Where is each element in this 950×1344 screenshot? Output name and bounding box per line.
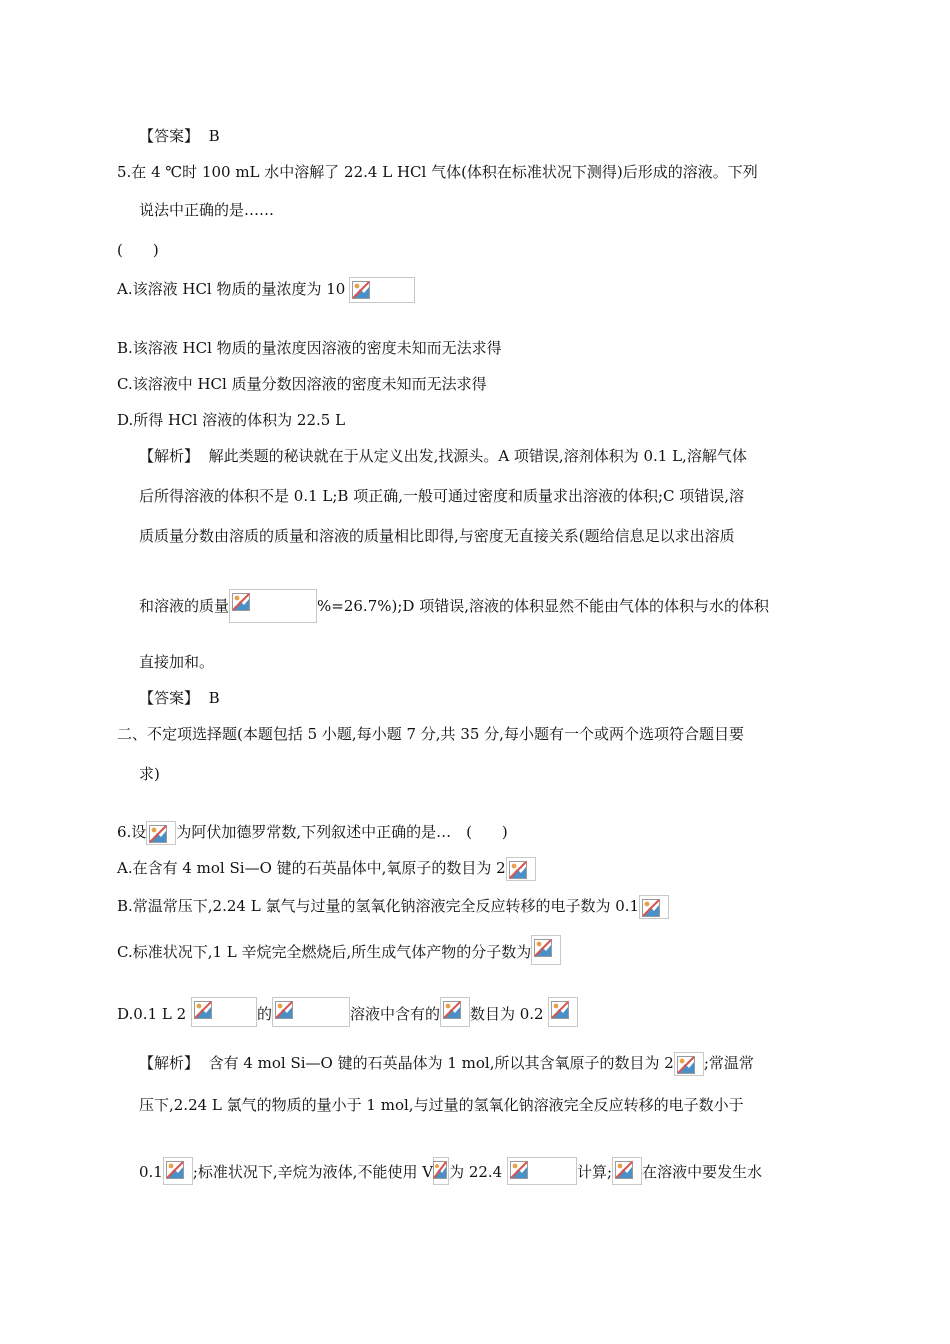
section2-heading-line2: 求) — [139, 765, 160, 783]
answer-value: B — [208, 127, 220, 145]
answer-value: B — [208, 689, 220, 707]
broken-image-icon — [191, 997, 257, 1027]
broken-image-icon — [531, 935, 561, 965]
analysis2-text3a: 0.1 — [139, 1163, 163, 1181]
broken-image-icon — [163, 1157, 193, 1185]
broken-image-icon — [433, 1157, 449, 1185]
q6-option-c — [117, 935, 561, 965]
broken-image-icon — [639, 895, 669, 919]
q6-option-d-text-b: 的 — [256, 1005, 272, 1023]
analysis1-text1: 解此类题的秘诀就在于从定义出发,找源头。A 项错误,溶剂体积为 0.1 L,溶解气体 — [208, 447, 747, 465]
broken-image-icon — [548, 997, 578, 1027]
q6-option-b — [117, 895, 669, 919]
answer-line — [139, 687, 220, 709]
q5-option-a — [117, 277, 415, 303]
q6-stem — [117, 821, 508, 845]
q6-option-d-text-d: 数目为 0.2 — [469, 1005, 544, 1023]
q6-option-d-text-a: D.0.1 L 2 — [117, 1005, 187, 1023]
analysis1-line4 — [139, 589, 769, 623]
broken-image-icon — [272, 997, 350, 1027]
analysis2-text3c: 为 22.4 — [449, 1163, 503, 1181]
broken-image-icon — [229, 589, 317, 623]
q5-option-b: B.该溶液 HCl 物质的量浓度因溶液的密度未知而无法求得 — [117, 339, 502, 357]
broken-image-icon — [674, 1052, 704, 1076]
q6-option-a-text: A.在含有 4 mol Si—O 键的石英晶体中,氧原子的数目为 2 — [117, 859, 506, 877]
q5-option-a-text: A.该溶液 HCl 物质的量浓度为 10 — [117, 280, 346, 298]
q5-stem-line2: 说法中正确的是…… — [139, 201, 275, 219]
broken-image-icon — [612, 1157, 642, 1185]
q6-option-c-text: C.标准状况下,1 L 辛烷完全燃烧后,所生成气体产物的分子数为 — [117, 943, 532, 961]
broken-image-icon — [507, 1157, 577, 1185]
q5-option-c: C.该溶液中 HCl 质量分数因溶液的密度未知而无法求得 — [117, 375, 487, 393]
analysis2-text3d: 计算; — [577, 1163, 613, 1181]
q6-stem-a: 6.设 — [117, 823, 147, 841]
analysis2-text3b: ;标准状况下,辛烷为液体,不能使用 V — [192, 1163, 434, 1181]
analysis1-line2: 后所得溶液的体积不是 0.1 L;B 项正确,一般可通过密度和质量求出溶液的体积;C 项错误,溶 — [139, 487, 745, 505]
analysis2-text3e: 在溶液中要发生水 — [642, 1163, 763, 1181]
q6-option-d-text-c: 溶液中含有的 — [349, 1005, 440, 1023]
section2-heading-line1: 二、不定项选择题(本题包括 5 小题,每小题 7 分,共 35 分,每小题有一个或两个选项符合题目要 — [117, 725, 744, 743]
q5-paren: ( ) — [117, 241, 159, 259]
broken-image-icon — [506, 857, 536, 881]
q6-option-d — [117, 997, 578, 1027]
analysis2-text1a: 含有 4 mol Si—O 键的石英晶体为 1 mol,所以其含氧原子的数目为 2 — [208, 1054, 674, 1072]
analysis1-line1 — [139, 445, 747, 467]
q6-stem-b: 为阿伏加德罗常数,下列叙述中正确的是… ( ) — [176, 823, 508, 841]
analysis2-line1 — [139, 1052, 754, 1076]
q6-option-a — [117, 857, 536, 881]
analysis1-text4a: 和溶液的质量 — [139, 597, 230, 615]
analysis-label: 【解析】 — [139, 447, 200, 465]
analysis1-text4b: %=26.7%);D 项错误,溶液的体积显然不能由气体的体积与水的体积 — [317, 597, 769, 615]
q5-stem-line1: 5.在 4 ℃时 100 mL 水中溶解了 22.4 L HCl 气体(体积在标准状况下测得)后形成的溶液。下列 — [117, 163, 758, 181]
analysis2-line2: 压下,2.24 L 氯气的物质的量小于 1 mol,与过量的氢氧化钠溶液完全反应转移的电子数小于 — [139, 1096, 744, 1114]
broken-image-icon — [440, 997, 470, 1027]
q5-option-d: D.所得 HCl 溶液的体积为 22.5 L — [117, 411, 346, 429]
analysis-label: 【解析】 — [139, 1054, 200, 1072]
analysis2-text1b: ;常温常 — [703, 1054, 754, 1072]
answer-label: 【答案】 — [139, 127, 200, 145]
answer-line — [139, 125, 220, 147]
broken-image-icon — [146, 821, 176, 845]
q6-option-b-text: B.常温常压下,2.24 L 氯气与过量的氢氧化钠溶液完全反应转移的电子数为 0.1 — [117, 897, 640, 915]
analysis2-line3 — [139, 1157, 762, 1185]
analysis1-line3: 质质量分数由溶质的质量和溶液的质量相比即得,与密度无直接关系(题给信息足以求出溶质 — [139, 527, 735, 545]
broken-image-icon — [349, 277, 415, 303]
analysis1-line5: 直接加和。 — [139, 653, 215, 671]
answer-label: 【答案】 — [139, 689, 200, 707]
